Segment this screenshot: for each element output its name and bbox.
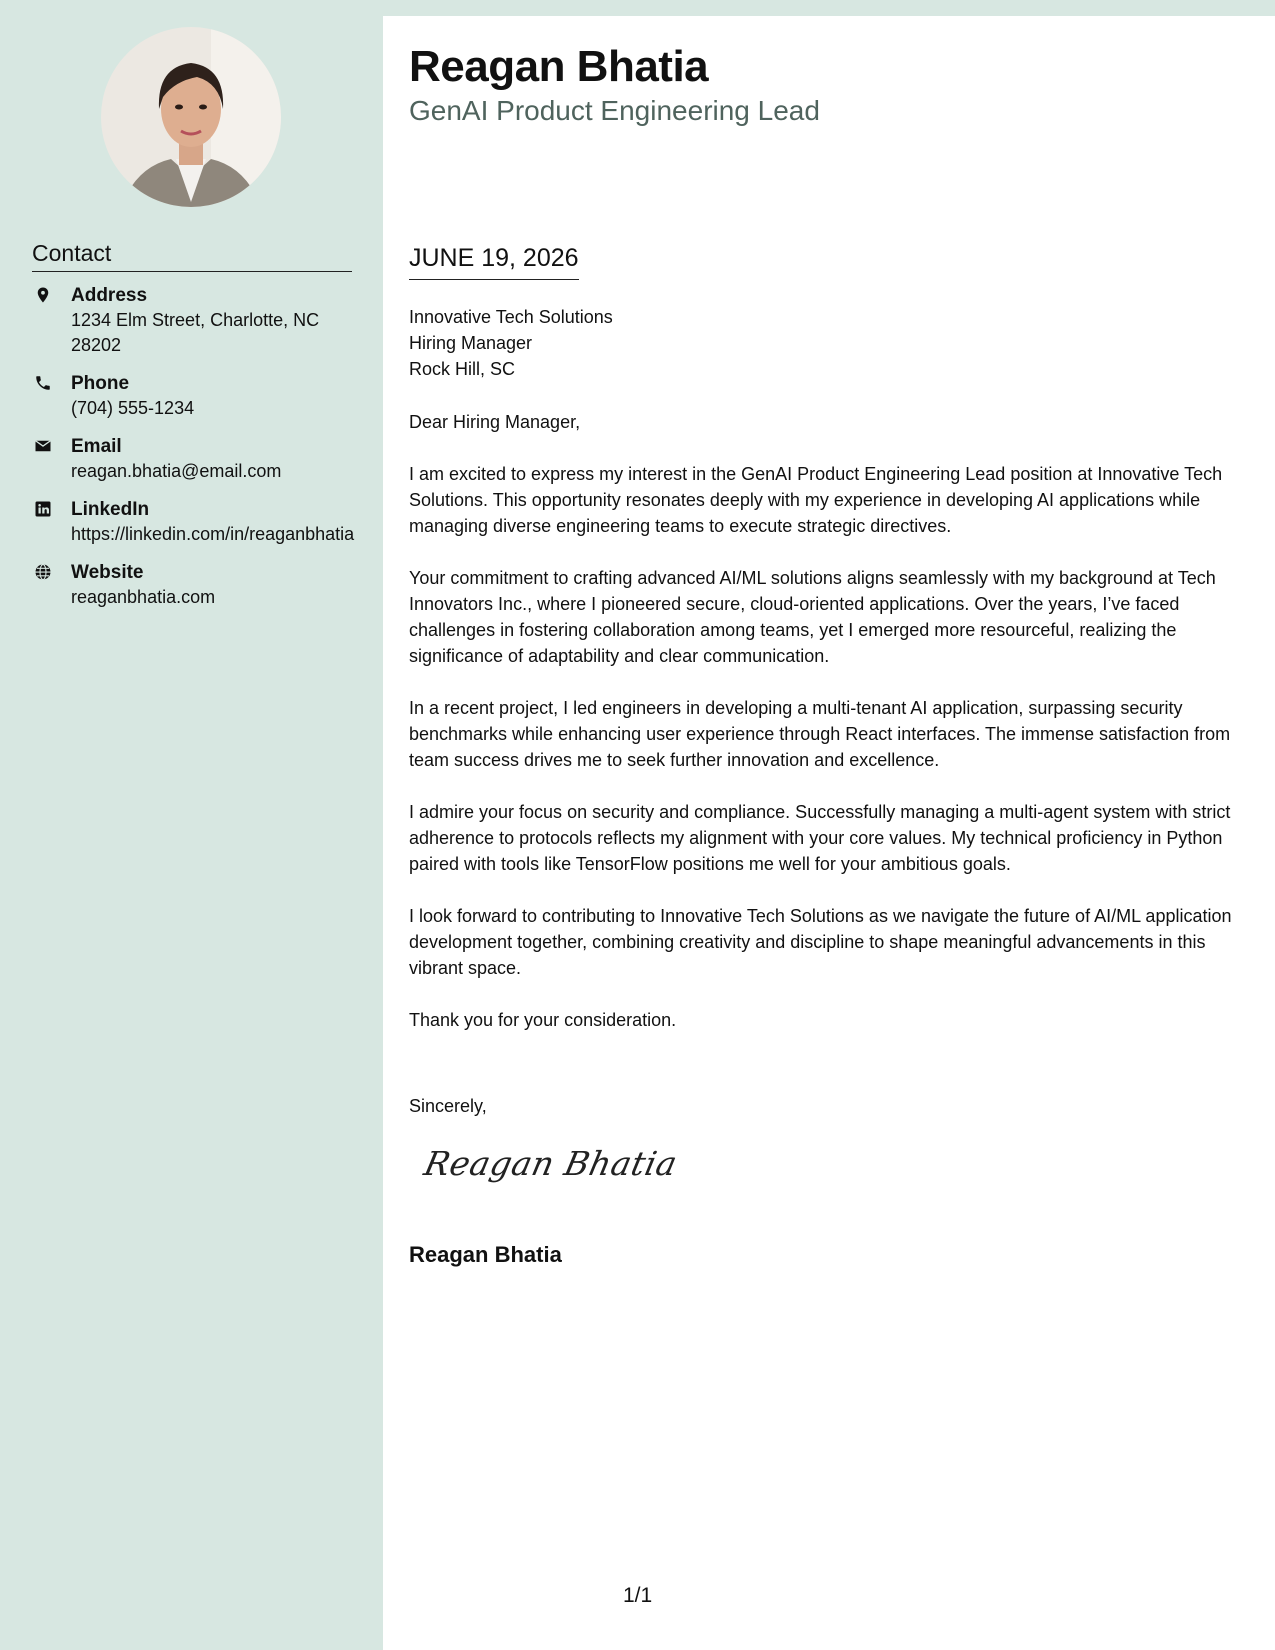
website-value[interactable]: reaganbhatia.com — [71, 587, 216, 607]
contact-label: Email — [71, 436, 122, 457]
envelope-icon — [34, 437, 52, 455]
phone-icon — [34, 374, 52, 392]
globe-icon — [34, 563, 52, 581]
letter-body — [409, 304, 1259, 1033]
letter-main — [383, 16, 1275, 1650]
contact-item-linkedin — [32, 498, 357, 547]
recipient-block — [409, 304, 1259, 382]
paragraph: I look forward to contributing to Innovative Tech Solutions as we navigate the future of AI/ML application development together, combining creativity and discipline to shape meaningful advancements in this vibrant space. — [409, 906, 1232, 978]
email-value: reagan.bhatia@email.com — [71, 461, 282, 481]
signature: Reagan Bhatia — [420, 1144, 681, 1183]
recipient-company: Innovative Tech Solutions — [409, 307, 613, 327]
contact-label: Website — [71, 562, 144, 583]
sidebar — [0, 0, 383, 1650]
letter-date: JUNE 19, 2026 — [409, 244, 579, 280]
paragraph: I am excited to express my interest in the GenAI Product Engineering Lead position at Innovative Tech Solutions. This opportunity resonates deeply with my experience in developing AI applications while managing diverse engineering teams to execute strategic directives. — [409, 464, 1223, 536]
signed-name: Reagan Bhatia — [409, 1242, 562, 1267]
contact-list — [32, 284, 357, 624]
page-number: 1/1 — [623, 1584, 653, 1607]
profile-photo — [101, 27, 281, 207]
linkedin-value[interactable]: https://linkedin.com/in/reaganbhatia — [71, 524, 355, 544]
phone-value: (704) 555-1234 — [71, 398, 195, 418]
paragraph: In a recent project, I led engineers in developing a multi-tenant AI application, surpassing security benchmarks while enhancing user experience through React interfaces. The immense satisfaction from team success drives me to seek further innovation and excellence. — [409, 698, 1231, 770]
paragraph: Your commitment to crafting advanced AI/ML solutions aligns seamlessly with my background at Tech Innovators Inc., where I pioneered secure, cloud-oriented applications. Over the years, I’ve faced challenges in fostering collaboration among teams, yet I emerged more resourceful, realizing the significance of adaptability and clear communication. — [409, 568, 1216, 666]
contact-item-email — [32, 435, 357, 484]
thank-you: Thank you for your consideration. — [409, 1010, 677, 1030]
header-name: Reagan Bhatia — [409, 42, 709, 91]
recipient-location: Rock Hill, SC — [409, 359, 516, 379]
contact-item-phone — [32, 372, 357, 421]
contact-label: LinkedIn — [71, 499, 150, 520]
recipient-role: Hiring Manager — [409, 333, 533, 353]
paragraph: I admire your focus on security and compliance. Successfully managing a multi-agent system with strict adherence to protocols reflects my alignment with your core values. My technical proficiency in Python paired with tools like TensorFlow positions me well for your ambitious goals. — [409, 802, 1231, 874]
contact-label: Phone — [71, 373, 130, 394]
header-title: GenAI Product Engineering Lead — [409, 95, 820, 126]
address-value: 1234 Elm Street, Charlotte, NC 28202 — [71, 310, 320, 355]
contact-item-website — [32, 561, 357, 610]
linkedin-icon — [34, 500, 52, 518]
contact-heading: Contact — [32, 240, 352, 272]
closing: Sincerely, — [409, 1096, 487, 1116]
contact-label: Address — [71, 285, 148, 306]
map-pin-icon — [34, 286, 52, 304]
contact-item-address — [32, 284, 357, 358]
salutation: Dear Hiring Manager, — [409, 412, 581, 432]
